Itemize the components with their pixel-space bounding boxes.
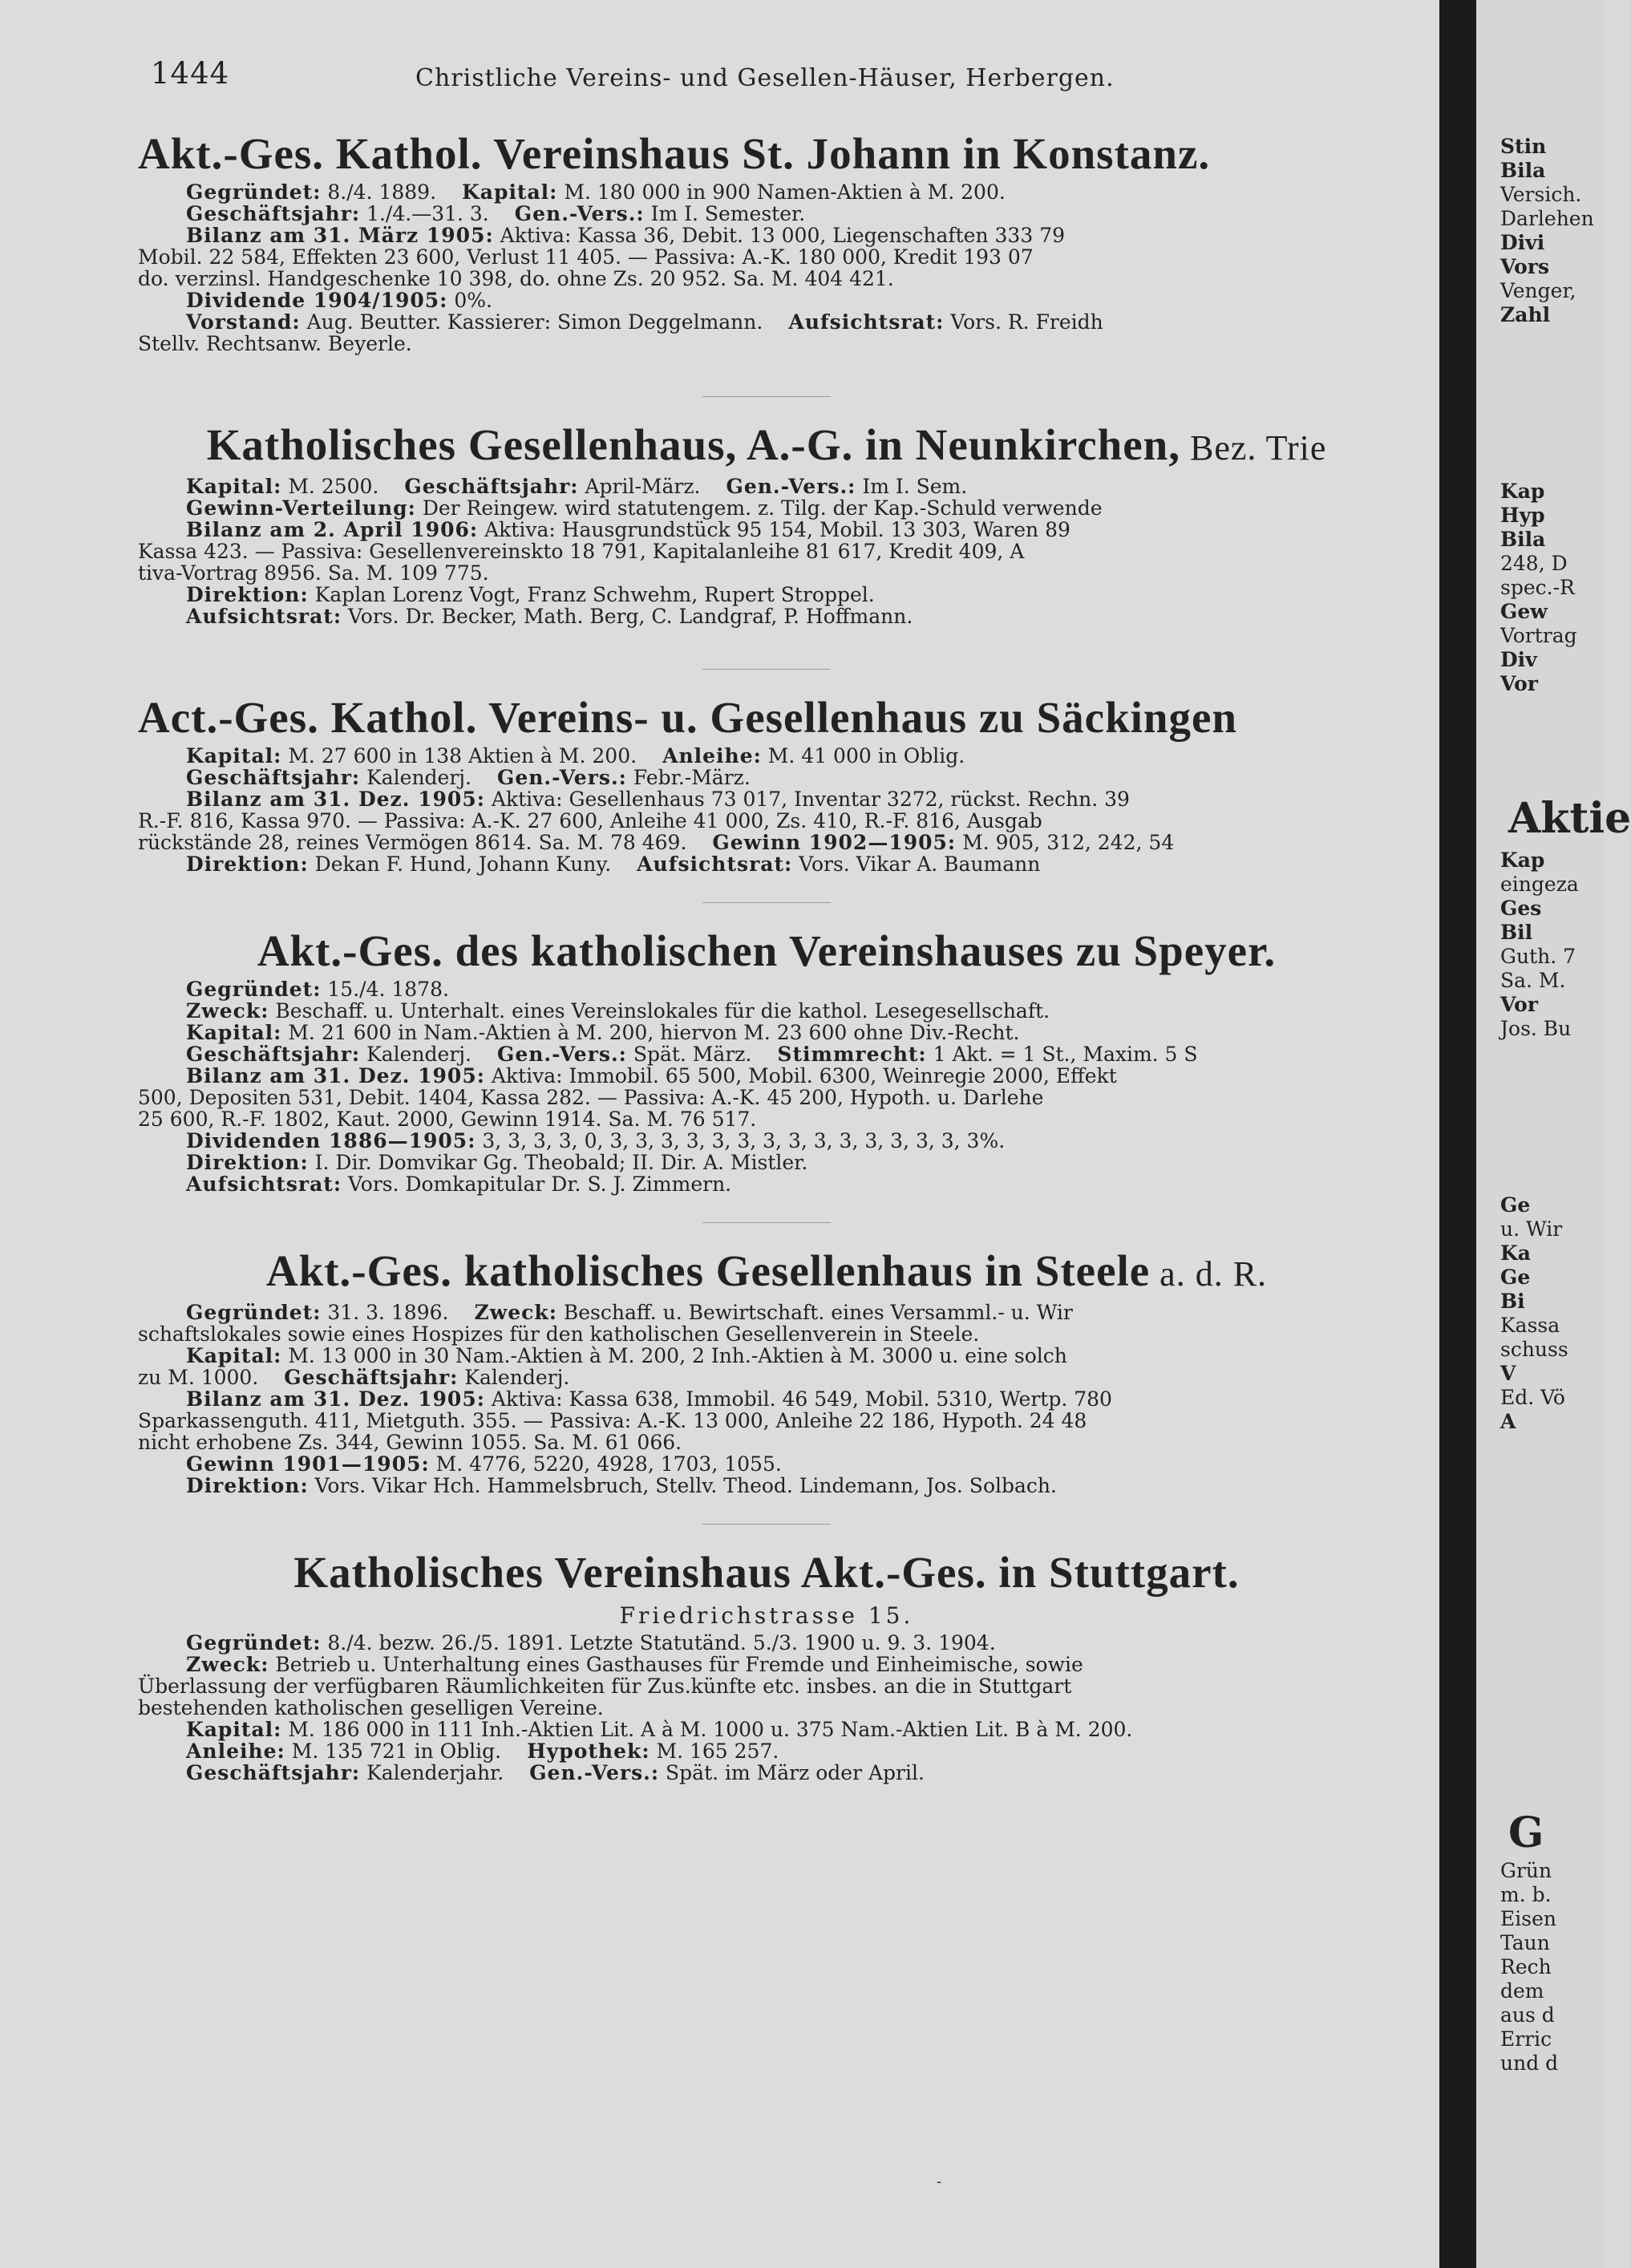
field-value: Kassierer: Simon Deggelmann. <box>440 310 763 334</box>
entry-line <box>138 541 1395 562</box>
facing-text-fragment: V <box>1500 1362 1516 1385</box>
facing-text-fragment: Kassa <box>1500 1314 1560 1337</box>
field-value: Aug. Beutter. <box>300 310 441 334</box>
field-value: Beschaff. u. Unterhalt. eines Vereinslokales für die kathol. Lesegesellschaft. <box>269 999 1050 1023</box>
field-label: Gegründet: <box>186 180 322 204</box>
field-label: Direktion: <box>186 1474 309 1497</box>
field-value: 8./4. bezw. 26./5. 1891. Letzte Statutänd. 5./3. 1900 u. 9. 3. 1904. <box>321 1631 996 1654</box>
entry-title <box>138 127 1395 181</box>
field-value: Im I. Semester. <box>644 202 806 225</box>
company-entry <box>138 127 1395 397</box>
entry-title <box>138 691 1395 745</box>
field-value: Vors. Domkapitular Dr. S. J. Zimmern. <box>342 1172 732 1196</box>
field-label: Direktion: <box>186 583 309 606</box>
field-label: Dividenden 1886—1905: <box>186 1129 476 1152</box>
facing-text-fragment: Ge <box>1500 1193 1531 1217</box>
entry-line <box>138 1697 1395 1719</box>
facing-text-fragment: Eisen <box>1500 1907 1556 1930</box>
facing-text-fragment: Stin <box>1500 135 1547 158</box>
field-value: 15./4. 1878. <box>321 978 449 1001</box>
facing-title-fragment: G <box>1508 1808 1544 1857</box>
entry-line <box>138 1632 1395 1654</box>
field-value: M. 27 600 in 138 Aktien à M. 200. <box>281 744 637 767</box>
entry-title <box>138 1545 1395 1600</box>
facing-text-fragment: dem <box>1500 1979 1544 2003</box>
field-label: Dividende 1904/1905: <box>186 289 448 312</box>
entry-line <box>138 476 1395 497</box>
entry-title-text: Katholisches Vereinshaus Akt.-Ges. in Stuttgart. <box>293 1548 1240 1597</box>
facing-text-fragment: eingeza <box>1500 873 1579 896</box>
entry-line <box>138 853 1395 875</box>
field-value: zu M. 1000. <box>138 1366 259 1389</box>
field-value: Vors. Dr. Becker, Math. Berg, C. Landgraf, P. Hoffmann. <box>342 605 913 628</box>
field-value: Vors. R. Freidh <box>944 310 1103 334</box>
page-header <box>0 56 1439 104</box>
field-value: April-März. <box>578 475 701 498</box>
field-label: Aufsichtsrat: <box>788 310 945 334</box>
entry-line <box>138 1410 1395 1432</box>
facing-text-fragment: Ge <box>1500 1266 1531 1289</box>
book-gutter <box>1439 0 1476 2268</box>
entry-line <box>138 1302 1395 1323</box>
facing-text-fragment: Vortrag <box>1500 624 1577 647</box>
field-label: Gewinn-Verteilung: <box>186 496 416 520</box>
field-label: Direktion: <box>186 853 309 876</box>
field-label: Gen.-Vers.: <box>497 1043 627 1066</box>
entry-line <box>138 767 1395 788</box>
entry-line <box>138 605 1395 627</box>
entry-line <box>138 246 1395 268</box>
entry-line <box>138 1323 1395 1345</box>
field-value: Kaplan Lorenz Vogt, Franz Schwehm, Rupert Stroppel. <box>308 583 875 606</box>
field-value: Aktiva: Immobil. 65 500, Mobil. 6300, Weinregie 2000, Effekt <box>484 1064 1117 1087</box>
field-value: Vors. Vikar A. Baumann <box>792 853 1041 876</box>
facing-text-fragment: Divi <box>1500 231 1545 254</box>
field-label: Kapital: <box>462 180 558 204</box>
field-label: Kapital: <box>186 1021 282 1044</box>
field-label: Geschäftsjahr: <box>404 475 579 498</box>
field-label: Anleihe: <box>662 744 762 767</box>
field-value: 3, 3, 3, 3, 0, 3, 3, 3, 3, 3, 3, 3, 3, 3, 3, 3, 3, 3, 3, 3%. <box>476 1129 1006 1152</box>
field-value: Sparkassenguth. 411, Mietguth. 355. — Passiva: A.-K. 13 000, Anleihe 22 186, Hypoth. 24 48 <box>138 1409 1087 1432</box>
entry-line <box>138 1000 1395 1022</box>
facing-text-fragment: Vor <box>1500 993 1538 1016</box>
field-value: Kalenderj. <box>360 766 471 789</box>
field-label: Hypothek: <box>527 1739 650 1763</box>
facing-text-fragment: und d <box>1500 2051 1559 2075</box>
field-value: Stellv. Rechtsanw. Beyerle. <box>138 332 412 355</box>
facing-text-fragment: Bi <box>1500 1290 1525 1313</box>
entry-line <box>138 1345 1395 1367</box>
entry-line <box>138 1043 1395 1065</box>
field-value: Spät. im März oder April. <box>659 1761 925 1784</box>
field-value: 1./4.—31. 3. <box>360 202 489 225</box>
field-value: Überlassung der verfügbaren Räumlichkeiten für Zus.künfte etc. insbes. an die in Stuttgart <box>138 1675 1072 1698</box>
facing-text-fragment: Ka <box>1500 1241 1531 1265</box>
entry-title <box>138 1244 1395 1302</box>
facing-text-fragment: Bil <box>1500 921 1533 944</box>
facing-text-fragment: Vor <box>1500 672 1538 695</box>
facing-text-fragment: Gew <box>1500 600 1548 623</box>
entry-line <box>138 1108 1395 1130</box>
field-value: Aktiva: Kassa 36, Debit. 13 000, Liegenschaften 333 79 <box>493 224 1065 247</box>
field-value: M. 4776, 5220, 4928, 1703, 1055. <box>429 1452 782 1476</box>
field-label: Aufsichtsrat: <box>186 605 342 628</box>
field-label: Geschäftsjahr: <box>186 1043 361 1066</box>
field-value: Kalenderj. <box>458 1366 570 1389</box>
company-entry <box>138 418 1395 670</box>
entry-line <box>138 978 1395 1000</box>
entry-line <box>138 745 1395 767</box>
entry-line <box>138 1475 1395 1496</box>
entry-line <box>138 225 1395 246</box>
field-label: Bilanz am 31. Dez. 1905: <box>186 1064 485 1087</box>
facing-text-fragment: Bila <box>1500 528 1546 551</box>
field-value: Beschaff. u. Bewirtschaft. eines Versamml.- u. Wir <box>556 1301 1073 1324</box>
field-label: Geschäftsjahr: <box>186 202 361 225</box>
field-label: Geschäftsjahr: <box>186 766 361 789</box>
field-value: 500, Depositen 531, Debit. 1404, Kassa 282. — Passiva: A.-K. 45 200, Hypoth. u. Darlehe <box>138 1086 1044 1109</box>
separator-rule <box>702 1524 831 1525</box>
separator-rule <box>702 902 831 903</box>
facing-text-fragment: Taun <box>1500 1931 1550 1954</box>
field-value: Aktiva: Hausgrundstück 95 154, Mobil. 13 303, Waren 89 <box>478 518 1070 541</box>
facing-text-fragment: Ges <box>1500 897 1542 920</box>
entry-line <box>138 810 1395 832</box>
field-value: M. 2500. <box>281 475 379 498</box>
entry-title <box>138 924 1395 978</box>
company-entry <box>138 924 1395 1223</box>
page-number: 1444 <box>151 56 230 91</box>
facing-text-fragment: Zahl <box>1500 303 1551 326</box>
field-label: Gewinn 1901—1905: <box>186 1452 430 1476</box>
entry-line <box>138 1022 1395 1043</box>
field-value: 25 600, R.-F. 1802, Kaut. 2000, Gewinn 1914. Sa. M. 76 517. <box>138 1108 757 1131</box>
field-value: Dekan F. Hund, Johann Kuny. <box>308 853 612 876</box>
field-label: Gegründet: <box>186 978 322 1001</box>
field-value: tiva-Vortrag 8956. Sa. M. 109 775. <box>138 561 489 585</box>
facing-text-fragment: 248, D <box>1500 552 1568 575</box>
footer-mark: - <box>937 2173 942 2190</box>
entry-line <box>138 584 1395 605</box>
field-label: Gen.-Vers.: <box>514 202 645 225</box>
entry-line <box>138 1130 1395 1152</box>
entry-line <box>138 1065 1395 1087</box>
facing-text-fragment: Rech <box>1500 1955 1552 1978</box>
facing-text-fragment: Venger, <box>1500 279 1576 302</box>
field-value: M. 13 000 in 30 Nam.-Aktien à M. 200, 2 Inh.-Aktien à M. 3000 u. eine solch <box>281 1344 1067 1367</box>
field-label: Aufsichtsrat: <box>186 1172 342 1196</box>
field-value: Der Reingew. wird statutengem. z. Tilg. der Kap.-Schuld verwende <box>415 496 1103 520</box>
field-value: I. Dir. Domvikar Gg. Theobald; II. Dir. A. Mistler. <box>308 1151 808 1174</box>
facing-text-fragment: m. b. <box>1500 1883 1552 1906</box>
entry-line <box>138 562 1395 584</box>
field-value: Aktiva: Gesellenhaus 73 017, Inventar 3272, rückst. Rechn. 39 <box>484 788 1130 811</box>
entry-title-text: Akt.-Ges. des katholischen Vereinshauses zu Speyer. <box>257 926 1277 975</box>
entry-title <box>138 418 1395 476</box>
entry-title-text: Katholisches Gesellenhaus, A.-G. in Neunkirchen, <box>206 420 1180 469</box>
field-label: Bilanz am 31. Dez. 1905: <box>186 1387 485 1411</box>
field-value: M. 905, 312, 242, 54 <box>956 831 1175 854</box>
entry-title-text: Act.-Ges. Kathol. Vereins- u. Gesellenhaus zu Säckingen <box>138 693 1238 742</box>
entry-title-tail: Bez. Trie <box>1180 428 1327 468</box>
entry-line <box>138 1432 1395 1453</box>
entry-line <box>138 1762 1395 1784</box>
entry-line <box>138 311 1395 333</box>
field-value: 31. 3. 1896. <box>321 1301 449 1324</box>
entry-title-text: Akt.-Ges. katholisches Gesellenhaus in Steele <box>265 1246 1151 1295</box>
field-label: Zweck: <box>474 1301 557 1324</box>
entry-line <box>138 1654 1395 1675</box>
field-label: Gen.-Vers.: <box>726 475 856 498</box>
field-label: Zweck: <box>186 999 269 1023</box>
facing-text-fragment: Kap <box>1500 848 1545 872</box>
field-label: Gegründet: <box>186 1301 322 1324</box>
facing-text-fragment: Sa. M. <box>1500 969 1566 992</box>
entry-address: Friedrichstrasse 15. <box>619 1602 914 1629</box>
entry-title-text: Akt.-Ges. Kathol. Vereinshaus St. Johann in Konstanz. <box>138 129 1211 178</box>
entry-line <box>138 1173 1395 1195</box>
field-label: Kapital: <box>186 1344 282 1367</box>
field-label: Gen.-Vers.: <box>529 1761 660 1784</box>
field-label: Bilanz am 31. März 1905: <box>186 224 494 247</box>
entry-line <box>138 1740 1395 1762</box>
field-label: Kapital: <box>186 1718 282 1741</box>
field-label: Gegründet: <box>186 1631 322 1654</box>
facing-text-fragment: aus d <box>1500 2003 1555 2027</box>
field-value: Spät. März. <box>626 1043 752 1066</box>
entry-line <box>138 1388 1395 1410</box>
separator-rule <box>702 396 831 397</box>
field-label: Kapital: <box>186 475 282 498</box>
field-label: Aufsichtsrat: <box>637 853 793 876</box>
field-label: Zweck: <box>186 1653 269 1676</box>
field-label: Stimmrecht: <box>777 1043 927 1066</box>
company-entry <box>138 691 1395 903</box>
entry-line <box>138 181 1395 203</box>
facing-text-fragment: Versich. <box>1500 183 1582 206</box>
entry-line <box>138 333 1395 354</box>
field-value: Betrieb u. Unterhaltung eines Gasthauses für Fremde und Einheimische, sowie <box>269 1653 1083 1676</box>
facing-text-fragment: Kap <box>1500 480 1545 503</box>
company-entries <box>138 127 1395 1793</box>
field-label: Vorstand: <box>186 310 301 334</box>
field-value: bestehenden katholischen geselligen Vereine. <box>138 1696 604 1719</box>
field-value: M. 180 000 in 900 Namen-Aktien à M. 200. <box>557 180 1006 204</box>
field-value: nicht erhobene Zs. 344, Gewinn 1055. Sa. M. 61 066. <box>138 1431 682 1454</box>
field-label: Bilanz am 31. Dez. 1905: <box>186 788 485 811</box>
field-label: Bilanz am 2. April 1906: <box>186 518 479 541</box>
field-value: rückstände 28, reines Vermögen 8614. Sa. M. 78 469. <box>138 831 687 854</box>
entry-line <box>138 1367 1395 1388</box>
facing-text-fragment: schuss <box>1500 1338 1568 1361</box>
entry-line <box>138 1087 1395 1108</box>
facing-text-fragment: Ed. Vö <box>1500 1386 1565 1409</box>
entry-line <box>138 1453 1395 1475</box>
field-label: Kapital: <box>186 744 282 767</box>
field-label: Geschäftsjahr: <box>186 1761 361 1784</box>
field-value: schaftslokales sowie eines Hospizes für den katholischen Gesellenverein in Steele. <box>138 1322 980 1346</box>
entry-title-tail: a. d. R. <box>1150 1254 1268 1294</box>
facing-text-fragment: Guth. 7 <box>1500 945 1576 968</box>
facing-text-fragment: Vors <box>1500 255 1550 278</box>
facing-text-fragment: Darlehen <box>1500 207 1594 230</box>
entry-line <box>138 1719 1395 1740</box>
running-title: Christliche Vereins- und Gesellen-Häuser, Herbergen. <box>415 64 1115 92</box>
field-value: M. 135 721 in Oblig. <box>285 1739 502 1763</box>
field-value: do. verzinsl. Handgeschenke 10 398, do. ohne Zs. 20 952. Sa. M. 404 421. <box>138 267 894 290</box>
entry-line <box>138 1675 1395 1697</box>
entry-line <box>138 1152 1395 1173</box>
facing-text-fragment: Hyp <box>1500 504 1545 527</box>
field-value: M. 186 000 in 111 Inh.-Aktien Lit. A à M. 1000 u. 375 Nam.-Aktien Lit. B à M. 200. <box>281 1718 1133 1741</box>
field-value: M. 41 000 in Oblig. <box>761 744 965 767</box>
facing-text-fragment: Jos. Bu <box>1500 1017 1572 1040</box>
entry-line <box>138 203 1395 225</box>
field-label: Gen.-Vers.: <box>497 766 627 789</box>
field-value: Kassa 423. — Passiva: Gesellenvereinskto 18 791, Kapitalanleihe 81 617, Kredit 409, A <box>138 540 1025 563</box>
field-value: M. 165 257. <box>650 1739 779 1763</box>
company-entry <box>138 1545 1395 1784</box>
field-label: Geschäftsjahr: <box>284 1366 459 1389</box>
field-value: M. 21 600 in Nam.-Aktien à M. 200, hiervon M. 23 600 ohne Div.-Recht. <box>281 1021 1020 1044</box>
field-value: Vors. Vikar Hch. Hammelsbruch, Stellv. Theod. Lindemann, Jos. Solbach. <box>308 1474 1057 1497</box>
facing-text-fragment: A <box>1500 1410 1516 1433</box>
field-value: Aktiva: Kassa 638, Immobil. 46 549, Mobil. 5310, Wertp. 780 <box>484 1387 1112 1411</box>
field-value: R.-F. 816, Kassa 970. — Passiva: A.-K. 27 600, Anleihe 41 000, Zs. 410, R.-F. 816, Ausgab <box>138 809 1042 832</box>
facing-text-fragment: Grün <box>1500 1859 1552 1882</box>
field-value: 0%. <box>447 289 492 312</box>
facing-text-fragment: Bila <box>1500 159 1546 182</box>
field-value: Kalenderjahr. <box>360 1761 504 1784</box>
field-value: Febr.-März. <box>626 766 751 789</box>
facing-text-fragment: Div <box>1500 648 1537 671</box>
entry-line <box>138 497 1395 519</box>
field-value: Mobil. 22 584, Effekten 23 600, Verlust 11 405. — Passiva: A.-K. 180 000, Kredit 193 07 <box>138 245 1034 269</box>
facing-page-fragment <box>1476 0 1631 2268</box>
field-value: 1 Akt. = 1 St., Maxim. 5 S <box>926 1043 1198 1066</box>
entry-line <box>138 519 1395 541</box>
field-label: Gewinn 1902—1905: <box>712 831 957 854</box>
facing-title-fragment: Aktie <box>1508 794 1631 843</box>
separator-rule <box>702 669 831 670</box>
entry-line <box>138 788 1395 810</box>
separator-rule <box>702 1222 831 1223</box>
field-label: Anleihe: <box>186 1739 285 1763</box>
field-label: Direktion: <box>186 1151 309 1174</box>
entry-line <box>138 832 1395 853</box>
facing-text-fragment: spec.-R <box>1500 576 1575 599</box>
entry-line <box>138 268 1395 290</box>
entry-line <box>138 290 1395 311</box>
field-value: 8./4. 1889. <box>321 180 437 204</box>
company-entry <box>138 1244 1395 1525</box>
facing-text-fragment: u. Wir <box>1500 1217 1563 1241</box>
field-value: Im I. Sem. <box>856 475 968 498</box>
facing-text-fragment: Erric <box>1500 2027 1552 2051</box>
field-value: Kalenderj. <box>360 1043 471 1066</box>
